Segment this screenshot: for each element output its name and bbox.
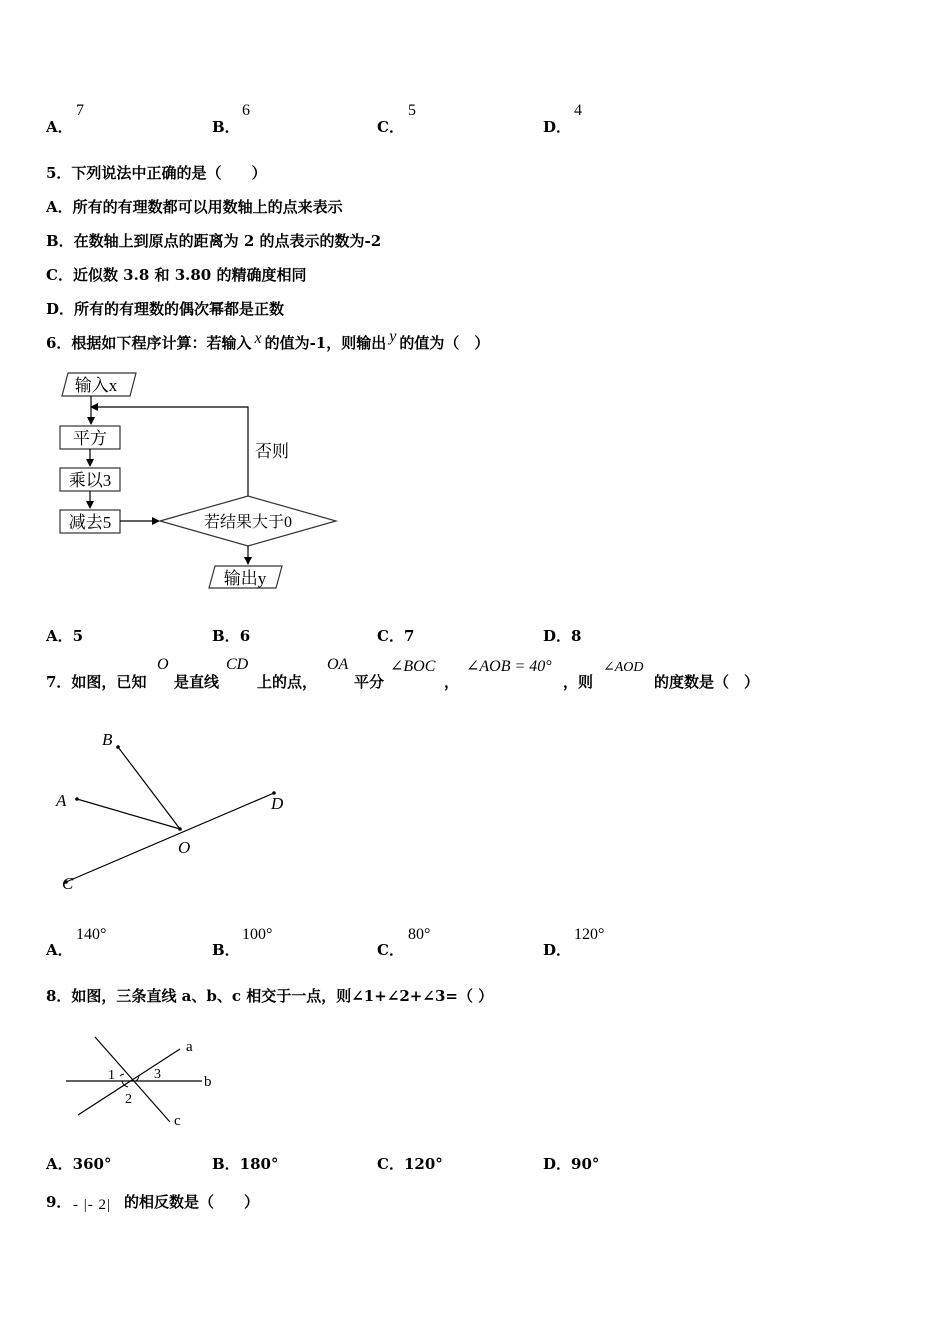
q7-option-b-value: 100° — [242, 926, 273, 943]
q7-label-c: C — [62, 874, 74, 893]
q7-point-o: O — [157, 656, 169, 673]
q7-option-b-letter: B． — [212, 941, 240, 959]
q8-label-c: c — [174, 1113, 181, 1129]
q8-label-1: 1 — [108, 1068, 115, 1083]
q6-option-c-value: 7 — [403, 627, 415, 645]
q7-ray-oa: OA — [327, 656, 349, 673]
q5-option-c: C．近似数 3.8 和 3.80 的精确度相同 — [46, 266, 307, 284]
q4-option-c-value: 5 — [408, 102, 416, 119]
q8-option-b: B．180° — [212, 1155, 279, 1173]
flow-output-label: 输出y — [223, 569, 267, 588]
flow-minus5-label: 减去5 — [68, 513, 112, 532]
q7-option-c-letter: C． — [377, 941, 404, 959]
q8-figure — [0, 1030, 240, 1140]
q7-angle-boc: ∠BOC — [390, 658, 436, 675]
q7-point-o-dot — [178, 827, 182, 831]
q4-option-b-letter: B． — [212, 118, 240, 136]
q4-option-c-letter: C． — [377, 118, 404, 136]
q6-option-b-letter: B． — [212, 627, 240, 645]
q6-var-x: x — [254, 330, 262, 347]
q7-stem-part-e: ，则 — [563, 673, 594, 691]
q5-option-b: B．在数轴上到原点的距离为 2 的点表示的数为-2 — [46, 232, 382, 250]
q4-option-a-value: 7 — [76, 102, 84, 119]
q4-option-d-value: 4 — [574, 102, 582, 119]
q7-stem-part-c: 上的点， — [257, 673, 318, 691]
q7-angle-aob: ∠AOB = 40° — [466, 658, 552, 675]
q9-expression: - |- 2| — [73, 1197, 111, 1213]
q9-number: 9． — [46, 1193, 72, 1211]
q6-option-b — [212, 625, 250, 646]
q7-point-b-dot — [116, 745, 120, 749]
q7-stem-part-b: 是直线 — [174, 673, 220, 691]
q6-stem-part-c: 的值为（ ） — [399, 334, 490, 352]
q7-label-d: D — [271, 794, 284, 813]
q7-label-b: B — [102, 730, 113, 749]
q6-option-d-letter: D． — [543, 627, 572, 645]
q7-angle-aod: ∠AOD — [603, 660, 644, 675]
q6-option-c-letter: C． — [377, 627, 404, 645]
q7-comma: ， — [444, 673, 460, 691]
q7-line-cd: CD — [226, 656, 249, 673]
q5-option-d: D．所有的有理数的偶次幂都是正数 — [46, 300, 285, 318]
q8-option-d: D．90° — [543, 1155, 600, 1173]
q5-option-a: A．所有的有理数都可以用数轴上的点来表示 — [46, 198, 343, 216]
q4-option-a-letter: A． — [46, 118, 73, 136]
q6-stem-part-a: 6．根据如下程序计算：若输入 — [46, 334, 252, 352]
q8-angle-1-arc — [120, 1074, 124, 1076]
q6-var-y: y — [389, 328, 397, 345]
q8-label-3: 3 — [154, 1067, 161, 1082]
q6-option-a-letter: A． — [46, 627, 73, 645]
q5-stem: 5．下列说法中正确的是（ ） — [46, 164, 267, 182]
q8-stem: 8．如图，三条直线 a、b、c 相交于一点，则∠1+∠2+∠3=（ ） — [46, 987, 494, 1005]
flow-input-label: 输入x — [74, 376, 118, 395]
q6-option-a — [46, 625, 83, 646]
q8-option-a: A．360° — [46, 1155, 112, 1173]
q7-option-d-letter: D． — [543, 941, 572, 959]
q6-option-a-value: 5 — [72, 627, 84, 645]
q7-option-d-value: 120° — [574, 926, 605, 943]
q6-option-d-value: 8 — [571, 627, 582, 645]
q7-point-a-dot — [75, 797, 79, 801]
q4-option-b-value: 6 — [242, 102, 250, 119]
q7-option-a-letter: A． — [46, 941, 73, 959]
flow-otherwise-label: 否则 — [255, 442, 289, 461]
q9-stem: 的相反数是（ ） — [124, 1193, 260, 1211]
q7-label-a: A — [56, 791, 67, 810]
q7-line-cd-line — [66, 793, 274, 882]
q7-label-o: O — [178, 838, 191, 857]
q7-option-a-value: 140° — [76, 926, 107, 943]
q7-stem-part-a: 7．如图，已知 — [46, 673, 147, 691]
q7-stem-part-f: 的度数是（ ） — [654, 673, 760, 691]
q6-stem-part-b: 的值为-1，则输出 — [264, 334, 387, 352]
q6-option-d — [543, 625, 581, 646]
q8-label-2: 2 — [125, 1092, 132, 1107]
flow-decision-label: 若结果大于0 — [203, 514, 293, 531]
q6-flowchart — [0, 360, 360, 600]
q7-figure — [0, 720, 320, 900]
q6-option-c — [377, 625, 414, 646]
flow-times3-label: 乘以3 — [68, 471, 112, 490]
q7-ray-oa-line — [77, 799, 180, 829]
q7-stem-part-d: 平分 — [354, 673, 385, 691]
q4-option-d-letter: D． — [543, 118, 572, 136]
q8-label-a: a — [186, 1039, 193, 1055]
q6-stem — [46, 328, 490, 353]
flow-square-label: 平方 — [73, 429, 107, 448]
q7-option-c-value: 80° — [408, 926, 431, 943]
q8-option-c: C．120° — [377, 1155, 443, 1173]
q7-ray-ob — [118, 747, 180, 829]
q6-option-b-value: 6 — [239, 627, 251, 645]
q8-label-b: b — [204, 1074, 212, 1090]
